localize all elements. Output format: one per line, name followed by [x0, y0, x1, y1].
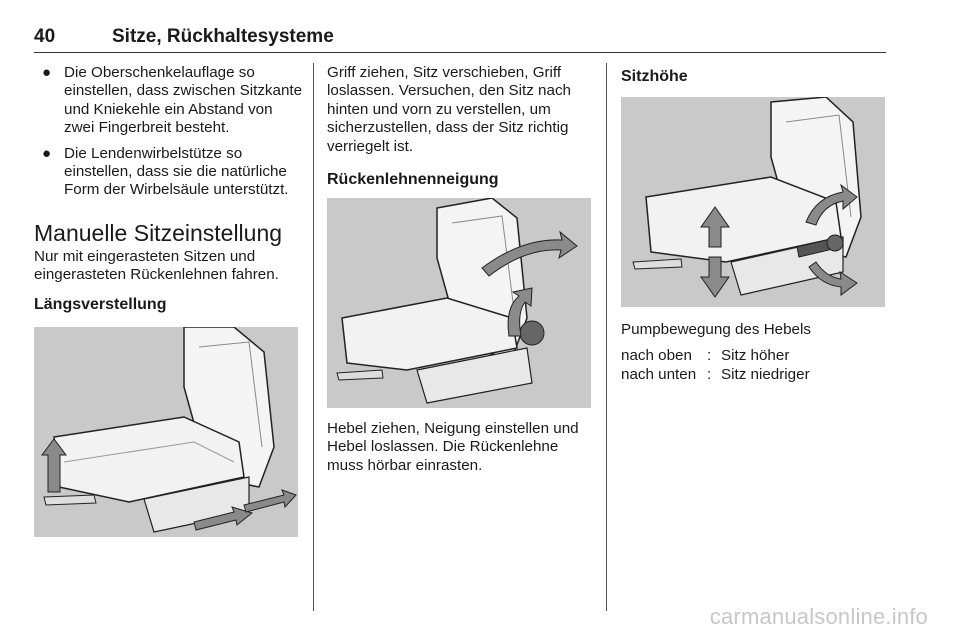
figure-backrest-recline	[327, 198, 591, 408]
section-title: Manuelle Sitzeinstellung	[34, 219, 283, 246]
column-divider	[606, 63, 607, 611]
seat-illustration	[34, 327, 298, 537]
watermark: carmanualsonline.info	[709, 604, 928, 629]
lever-action-table	[621, 347, 889, 384]
caption-backrest: Hebel ziehen, Neigung einstellen und Hebel loslassen. Die Rückenlehne muss hörbar einrasten.	[327, 420, 579, 474]
seat-illustration	[327, 198, 591, 408]
seat-illustration	[621, 97, 885, 307]
bullet-icon: ●	[42, 64, 52, 81]
table-row: nach unten : Sitz niedriger	[621, 365, 810, 383]
page-header	[34, 26, 886, 53]
subsection-title-laengsverstellung: Längsverstellung	[34, 295, 167, 313]
column-divider	[313, 63, 314, 611]
page-number: 40	[34, 26, 56, 47]
subsection-title-sitzhoehe: Sitzhöhe	[621, 68, 688, 85]
section-text: Nur mit eingerasteten Sitzen und eingerasteten Rückenlehnen fahren.	[34, 247, 279, 284]
column-right	[621, 64, 889, 384]
caption-seat-height: Pumpbewegung des Hebels	[621, 321, 811, 338]
column-left	[34, 64, 304, 537]
column-middle	[327, 64, 597, 475]
figure-longitudinal-adjustment	[34, 327, 298, 537]
subsection-title-rueckenlehnenneigung: Rückenlehnenneigung	[327, 171, 499, 189]
paragraph-intro: Griff ziehen, Sitz verschieben, Griff loslassen. Versuchen, den Sitz nach hinten und vorn zu verstellen, um sicherzustellen, dass der Sitz richtig verriegelt ist.	[327, 64, 571, 155]
table-row: nach oben : Sitz höher	[621, 347, 790, 365]
bullet-icon: ●	[42, 144, 52, 162]
bullet-list	[34, 64, 304, 200]
list-item: ● Die Lendenwirbelstütze so einstellen, dass sie die natürliche Form der Wirbelsäule unterstützt.	[42, 144, 289, 199]
list-item: ● Die Oberschenkelauflage so einstellen, dass zwischen Sitzkante und Kniekehle ein Abstand von zwei Fingerbreit besteht.	[42, 64, 303, 137]
figure-seat-height	[621, 97, 885, 307]
chapter-title: Sitze, Rückhaltesysteme	[112, 26, 334, 47]
